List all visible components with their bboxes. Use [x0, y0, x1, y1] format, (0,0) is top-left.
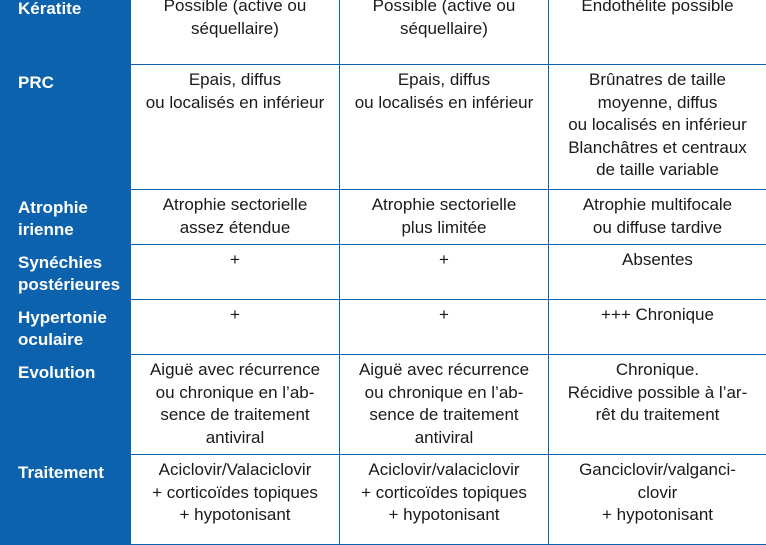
table-cell: [549, 65, 766, 190]
table-cell: [131, 65, 340, 190]
cell-line: Ganciclovir/valganci-: [555, 459, 760, 482]
cell-line: + corticoïdes topiques: [346, 482, 542, 505]
cell-line: Aiguë avec récurrence: [346, 359, 542, 382]
cell-line: Atrophie multifocale: [555, 194, 760, 217]
table-row: [1, 65, 766, 190]
table-cell: [340, 245, 549, 300]
table-cell: [340, 190, 549, 245]
cell-line: ou chronique en l’ab-: [346, 382, 542, 405]
table-cell: [131, 245, 340, 300]
cell-line: assez étendue: [137, 217, 333, 240]
cell-line: de taille variable: [555, 159, 760, 182]
row-header-line: oculaire: [18, 329, 126, 351]
table-row: [1, 190, 766, 245]
cell-line: ou localisés en inférieur: [346, 92, 542, 115]
row-header-hypertonie: [1, 300, 131, 355]
cell-line: +: [137, 249, 333, 272]
cell-line: Possible (active ou: [137, 0, 333, 18]
cell-line: plus limitée: [346, 217, 542, 240]
row-header-line: Atrophie: [18, 197, 126, 219]
cell-line: moyenne, diffus: [555, 92, 760, 115]
cell-line: + hypotonisant: [137, 504, 333, 527]
cell-line: +: [346, 249, 542, 272]
table-cell: [340, 0, 549, 65]
row-header-line: Traitement: [18, 462, 126, 484]
table-row: [1, 300, 766, 355]
cell-line: Possible (active ou: [346, 0, 542, 18]
table-cell: [549, 190, 766, 245]
table-cell: [340, 355, 549, 455]
cell-line: Atrophie sectorielle: [346, 194, 542, 217]
cell-line: + hypotonisant: [346, 504, 542, 527]
table-cell: [340, 455, 549, 545]
row-header-line: Evolution: [18, 362, 126, 384]
row-header-line: Kératite: [18, 0, 126, 20]
cell-line: Aciclovir/valaciclovir: [346, 459, 542, 482]
cell-line: Atrophie sectorielle: [137, 194, 333, 217]
table-cell: [131, 190, 340, 245]
row-header-line: PRC: [18, 72, 126, 94]
table-cell: [549, 355, 766, 455]
cell-line: séquellaire): [346, 18, 542, 41]
cell-line: +++ Chronique: [555, 304, 760, 327]
table-cell: [340, 300, 549, 355]
table-cell: [549, 455, 766, 545]
cell-line: Absentes: [555, 249, 760, 272]
row-header-keratite: [1, 0, 131, 65]
row-header-synechies: [1, 245, 131, 300]
cell-line: ou chronique en l’ab-: [137, 382, 333, 405]
row-header-line: Synéchies: [18, 252, 126, 274]
cell-line: Récidive possible à l’ar-: [555, 382, 760, 405]
row-header-atrophie: [1, 190, 131, 245]
table-cell: [131, 0, 340, 65]
cell-line: antiviral: [346, 427, 542, 450]
table-cell: [549, 245, 766, 300]
row-header-line: irienne: [18, 219, 126, 241]
row-header-line: Hypertonie: [18, 307, 126, 329]
cell-line: antiviral: [137, 427, 333, 450]
cell-line: ou localisés en inférieur: [137, 92, 333, 115]
table-row: [1, 0, 766, 65]
table-body: [1, 0, 766, 545]
cell-line: Blanchâtres et centraux: [555, 137, 760, 160]
cell-line: clovir: [555, 482, 760, 505]
table-cell: [549, 300, 766, 355]
cell-line: séquellaire): [137, 18, 333, 41]
cell-line: sence de traitement: [137, 404, 333, 427]
cell-line: + hypotonisant: [555, 504, 760, 527]
table-row: [1, 355, 766, 455]
cell-line: ou localisés en inférieur: [555, 114, 760, 137]
cell-line: +: [137, 304, 333, 327]
cell-line: +: [346, 304, 542, 327]
cell-line: Brûnatres de taille: [555, 69, 760, 92]
cell-line: rêt du traitement: [555, 404, 760, 427]
cell-line: Aciclovir/Valaciclovir: [137, 459, 333, 482]
cell-line: Epais, diffus: [346, 69, 542, 92]
table-cell: [131, 355, 340, 455]
cell-line: ou diffuse tardive: [555, 217, 760, 240]
table-cell: [340, 65, 549, 190]
row-header-evolution: [1, 355, 131, 455]
table-cell: [131, 455, 340, 545]
table-row: [1, 245, 766, 300]
cell-line: Endothélite possible: [555, 0, 760, 18]
table-row: [1, 455, 766, 545]
cell-line: Epais, diffus: [137, 69, 333, 92]
cell-line: + corticoïdes topiques: [137, 482, 333, 505]
table-cell: [549, 0, 766, 65]
row-header-prc: [1, 65, 131, 190]
cell-line: Chronique.: [555, 359, 760, 382]
table-cell: [131, 300, 340, 355]
cell-line: Aiguë avec récurrence: [137, 359, 333, 382]
row-header-line: postérieures: [18, 274, 126, 296]
cell-line: sence de traitement: [346, 404, 542, 427]
row-header-traitement: [1, 455, 131, 545]
